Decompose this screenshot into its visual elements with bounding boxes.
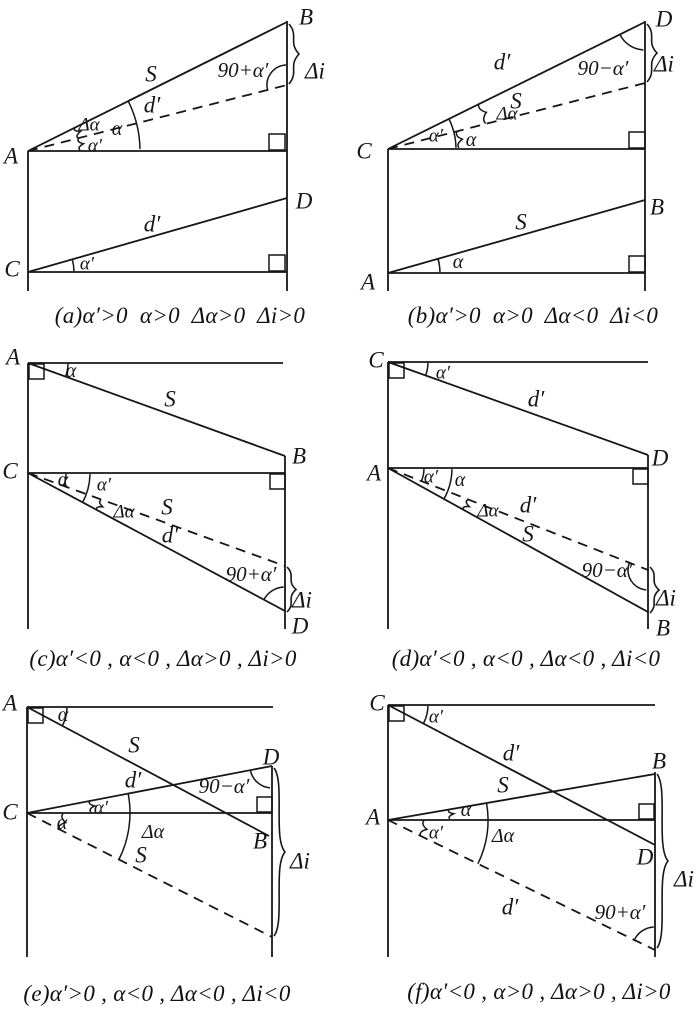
angle-arc	[426, 363, 428, 376]
point-label: D	[262, 744, 280, 770]
angle-label: α′	[428, 822, 444, 844]
point-label: B	[649, 194, 665, 220]
line-label: S	[145, 61, 157, 87]
delta-i-label: Δi	[656, 585, 676, 611]
panel-b	[356, 7, 674, 295]
angle-arc	[423, 706, 428, 724]
angle-label: α	[65, 360, 77, 382]
line-label: d′	[143, 211, 161, 237]
delta-i-label: Δi	[290, 848, 310, 874]
point-label: C	[4, 256, 20, 282]
panel-f	[364, 691, 694, 958]
caption-d: (d)α′<0 , α<0 , Δα<0 , Δi<0	[391, 646, 661, 671]
delta-i-label: Δi	[305, 58, 325, 84]
angle-arc	[444, 469, 452, 499]
point-label: A	[360, 269, 376, 295]
line-label: d′	[502, 740, 520, 766]
angle-expr: 90+α′	[217, 58, 269, 82]
angle-arc	[420, 821, 427, 836]
angle-expr: 90+α′	[594, 900, 646, 924]
angle-arc	[456, 132, 462, 148]
point-label: C	[356, 138, 372, 164]
angle-label: α	[57, 469, 69, 491]
line-label: S	[128, 732, 140, 758]
panel-e	[1, 691, 310, 958]
point-label: B	[252, 828, 268, 854]
angle-label: α′	[435, 362, 451, 384]
angle-label: Δα	[477, 500, 499, 522]
angle-arc	[620, 34, 644, 50]
point-label: D	[291, 613, 309, 639]
delta-i-brace	[657, 774, 668, 948]
figure-line	[388, 362, 648, 455]
right-angle-mark	[257, 797, 272, 812]
panel-a	[2, 5, 325, 292]
delta-i-label: Δi	[292, 587, 312, 613]
figure-line	[388, 468, 648, 612]
line-label: S	[515, 209, 527, 235]
angle-label: α	[57, 704, 69, 726]
right-angle-mark	[269, 134, 285, 150]
angle-arc	[96, 500, 102, 510]
angle-arc	[83, 474, 90, 502]
angle-label: α	[465, 129, 477, 151]
point-label: A	[3, 143, 19, 169]
point-label: A	[365, 804, 381, 830]
point-label: D	[651, 445, 669, 471]
point-label: B	[291, 443, 307, 469]
angle-expr: 90+α′	[225, 562, 277, 586]
right-angle-mark	[389, 706, 404, 721]
angle-arc	[438, 259, 440, 272]
angle-arc	[449, 119, 456, 148]
figure-line	[388, 774, 655, 820]
line-label: d′	[161, 522, 179, 548]
line-label: d′	[143, 92, 161, 118]
right-angle-mark	[639, 804, 654, 819]
point-label: C	[2, 458, 18, 484]
angle-label: α	[111, 118, 123, 140]
point-label: D	[655, 6, 673, 32]
line-label: S	[497, 772, 509, 798]
angle-label: α′	[428, 125, 444, 147]
angle-label: α	[460, 799, 472, 821]
delta-i-label: Δi	[674, 866, 694, 892]
line-label: d′	[501, 894, 519, 920]
right-angle-mark	[629, 132, 645, 148]
caption-f: (f)α′<0 , α>0 , Δα>0 , Δi>0	[407, 979, 671, 1004]
right-angle-mark	[633, 469, 648, 484]
point-label: B	[298, 4, 314, 30]
line-label: S	[510, 88, 522, 114]
angle-arc	[119, 794, 130, 860]
caption-b: (b)α′>0 α>0 Δα<0 Δi<0	[407, 303, 659, 328]
angle-label: α′	[87, 135, 103, 157]
right-angle-mark	[629, 256, 645, 272]
line-label: S	[161, 494, 173, 520]
angle-label: Δα	[496, 103, 518, 125]
angle-expr: 90−α′	[577, 56, 629, 80]
angle-expr: 90−α′	[198, 774, 250, 798]
panel-c	[2, 345, 312, 639]
point-label: C	[368, 347, 384, 373]
line-label: d′	[493, 49, 511, 75]
angle-label: α′	[93, 797, 109, 819]
point-label: A	[366, 460, 382, 486]
angle-arc	[479, 104, 487, 123]
angle-label: Δα	[113, 501, 135, 523]
panel-d	[365, 348, 676, 641]
right-angle-mark	[270, 474, 285, 489]
angle-label: α′	[79, 253, 95, 275]
point-label: D	[295, 188, 313, 214]
point-label: A	[2, 690, 18, 716]
line-label: S	[135, 842, 147, 868]
right-angle-mark	[269, 255, 285, 271]
delta-i-brace	[274, 768, 285, 936]
caption-a: (a)α′>0 α>0 Δα>0 Δi>0	[54, 303, 306, 328]
figure-line	[28, 473, 285, 611]
point-label: B	[655, 615, 671, 641]
line-label: d′	[527, 386, 545, 412]
caption-c: (c)α′<0 , α<0 , Δα>0 , Δi>0	[29, 646, 297, 671]
angle-label: α′	[428, 706, 444, 728]
angle-arc	[478, 803, 488, 864]
point-label: A	[5, 344, 21, 370]
line-label: d′	[124, 767, 142, 793]
angle-label: α	[56, 812, 68, 834]
point-label: B	[651, 748, 667, 774]
angle-label: Δα	[141, 821, 165, 843]
angle-arc	[634, 927, 654, 941]
figure-line	[28, 22, 287, 151]
angle-label: Δα	[78, 114, 100, 136]
right-angle-mark	[28, 708, 43, 723]
angle-label: α′	[96, 474, 112, 496]
angle-arc	[72, 259, 74, 271]
angle-arc	[448, 809, 453, 818]
line-label: S	[164, 386, 176, 412]
angle-arc	[463, 500, 469, 510]
delta-i-label: Δi	[654, 51, 674, 77]
angle-arc	[250, 770, 270, 788]
angle-expr: 90−α′	[581, 558, 633, 582]
line-label: d′	[519, 492, 537, 518]
line-label: S	[522, 521, 534, 547]
angle-label: Δα	[491, 825, 515, 847]
angle-label: α	[452, 251, 464, 273]
angle-label: α′	[423, 466, 439, 488]
point-label: D	[636, 844, 654, 870]
point-label: C	[369, 690, 385, 716]
angle-arc	[78, 138, 84, 150]
point-label: C	[2, 799, 18, 825]
delta-i-brace	[289, 24, 299, 84]
angle-label: α	[454, 469, 466, 491]
angle-arc	[264, 587, 284, 600]
caption-e: (e)α′>0 , α<0 , Δα<0 , Δi<0	[23, 981, 291, 1006]
figure-line	[388, 22, 645, 149]
